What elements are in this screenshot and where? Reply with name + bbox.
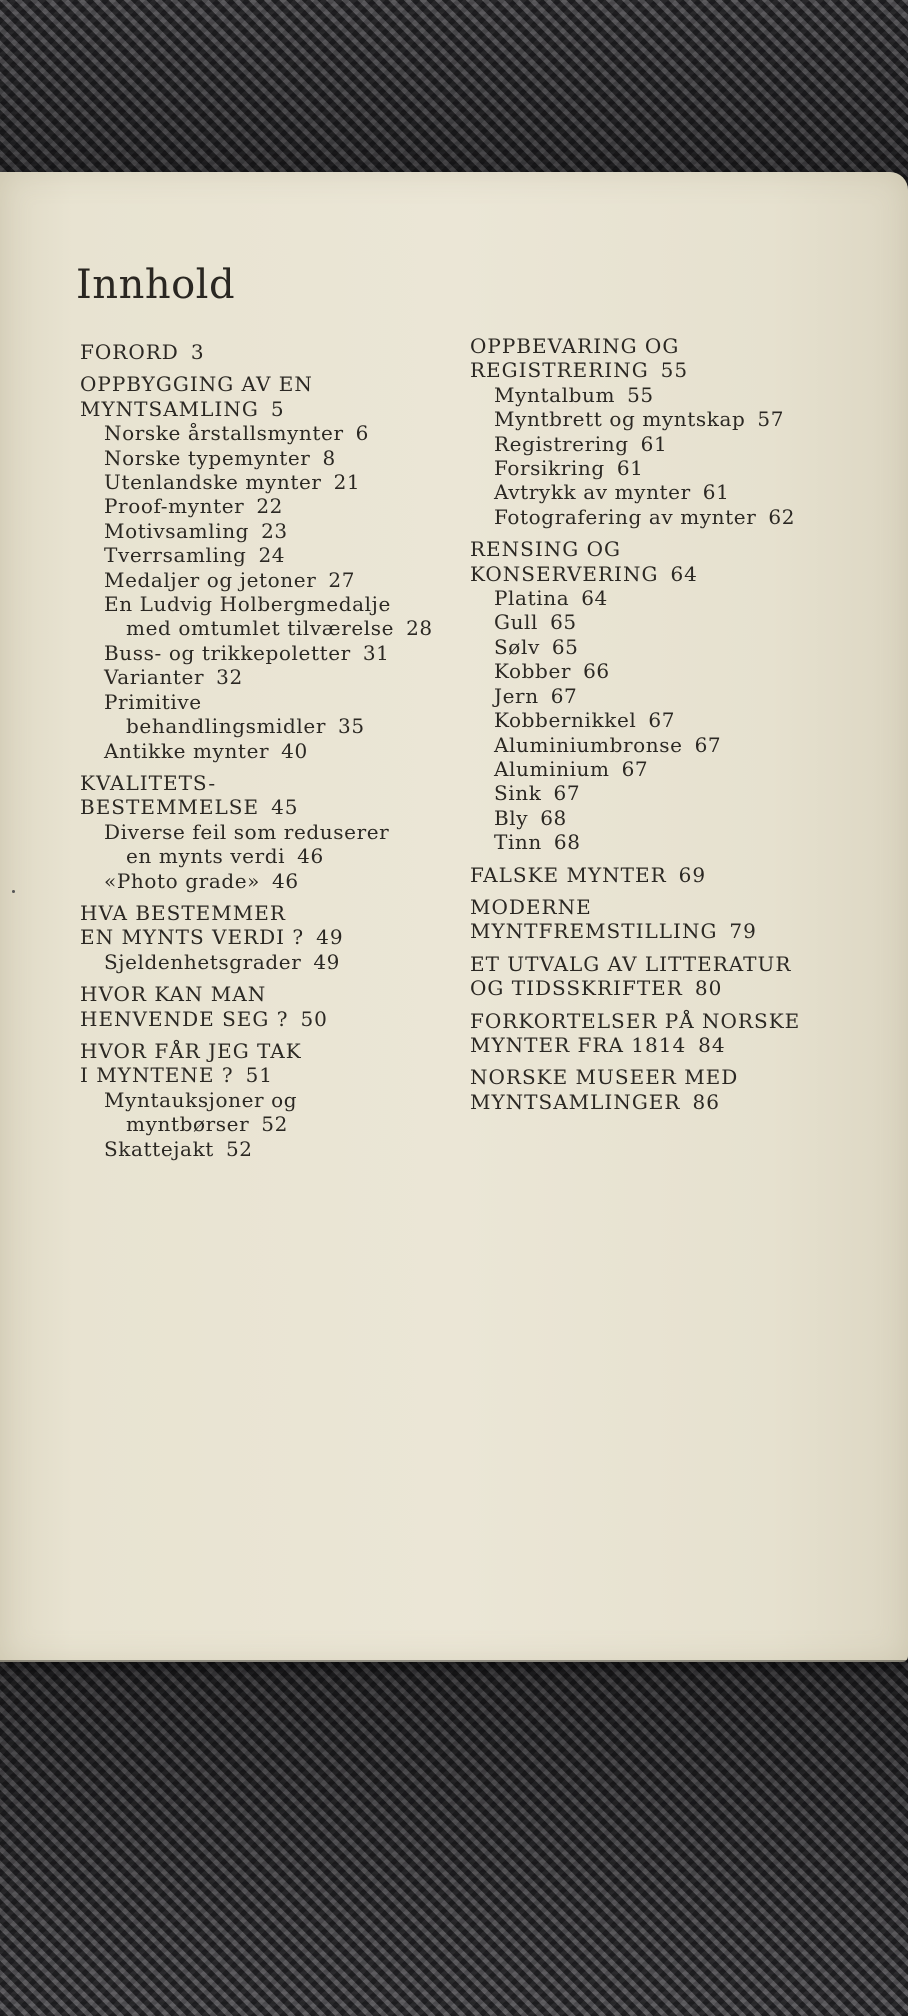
toc-subentry-line (470, 659, 890, 683)
toc-subentry-line (80, 519, 440, 543)
toc-page-number: 65 (550, 610, 577, 635)
toc-page-number: 61 (640, 431, 668, 456)
toc-subentry-text: Platina (494, 586, 570, 611)
toc-subentry-line (470, 806, 890, 830)
toc-subentry-text: Forsikring (494, 456, 605, 481)
toc-page-number: 84 (698, 1032, 726, 1057)
toc-section (470, 334, 890, 529)
toc-heading-line (470, 334, 890, 358)
toc-heading-text: OPPBYGGING AV EN (80, 372, 313, 397)
toc-subentry-text: Myntauksjoner og (104, 1087, 298, 1112)
toc-heading-text: HVA BESTEMMER (80, 900, 286, 925)
toc-page-number: 64 (670, 561, 698, 586)
toc-page-number: 55 (627, 382, 654, 407)
toc-subentry-text: myntbørser (126, 1112, 250, 1137)
toc-heading-line (80, 1039, 440, 1063)
margin-dot (12, 890, 15, 893)
toc-heading-line (80, 771, 440, 795)
toc-subentry-text: Myntalbum (494, 382, 616, 407)
toc-section (80, 1039, 440, 1161)
toc-page-number: 28 (406, 616, 433, 641)
toc-heading-line (470, 537, 890, 561)
toc-subentry-line (80, 739, 440, 763)
toc-heading-text: OG TIDSSKRIFTER (470, 976, 683, 1001)
toc-page-number: 35 (338, 714, 365, 739)
toc-page-number: 65 (551, 634, 579, 659)
toc-subentry-text: En Ludvig Holbergmedalje (104, 592, 391, 617)
toc-subentry-line (80, 950, 440, 974)
toc-heading-text: EN MYNTS VERDI ? (80, 925, 305, 950)
toc-heading-line (470, 976, 890, 1000)
toc-page-number: 51 (245, 1063, 274, 1088)
toc-heading-text: MYNTFREMSTILLING (470, 919, 718, 944)
toc-subentry-line (470, 684, 890, 708)
toc-subentry-line (470, 383, 890, 407)
toc-subentry-text: Norske årstallsmynter (104, 421, 344, 446)
toc-subentry-line (80, 592, 440, 616)
toc-heading-line (470, 1090, 890, 1114)
toc-heading-text: FORORD (80, 340, 179, 364)
toc-heading-line (470, 952, 890, 976)
toc-heading-line (470, 1065, 890, 1089)
toc-page-number: 86 (692, 1089, 720, 1114)
toc-subentry-text: «Photo grade» (104, 868, 261, 893)
toc-page-number: 5 (270, 396, 285, 421)
toc-subentry-text: behandlingsmidler (126, 714, 327, 739)
toc-heading-line (470, 358, 890, 382)
toc-subentry-text: Registrering (494, 431, 629, 456)
toc-heading-text: HVOR KAN MAN (80, 982, 267, 1007)
toc-heading-text: I MYNTENE ? (80, 1063, 234, 1088)
toc-section (470, 1065, 890, 1114)
toc-subentry-line (80, 665, 440, 689)
fabric-background-bottom (0, 1660, 908, 2016)
toc-page-number: 61 (616, 456, 644, 481)
toc-subentry-text: Tverrsamling (104, 543, 247, 568)
toc-section (470, 1009, 890, 1058)
toc-page-number: 52 (261, 1112, 288, 1137)
toc-section (470, 952, 890, 1001)
toc-section (80, 771, 440, 893)
toc-subentry-line (80, 421, 440, 445)
toc-page-number: 64 (581, 586, 608, 611)
toc-subentry-line (470, 407, 890, 431)
toc-page-number: 45 (271, 795, 299, 820)
toc-heading-line (80, 1063, 440, 1087)
toc-subentry-text: Tinn (494, 830, 542, 855)
toc-subentry-line (470, 456, 890, 480)
toc-subentry-line (470, 432, 890, 456)
toc-subentry-text: Diverse feil som reduserer (104, 819, 390, 844)
toc-page-number: 57 (757, 407, 785, 432)
toc-subentry-line (80, 1088, 440, 1112)
toc-subentry-text: Antikke mynter (104, 738, 270, 763)
toc-heading-text: MYNTER FRA 1814 (470, 1032, 687, 1057)
toc-page-number: 67 (621, 756, 649, 781)
toc-page-number: 80 (694, 976, 723, 1001)
toc-heading-line (80, 795, 440, 819)
toc-subentry-text: Buss- og trikkepoletter (104, 640, 351, 665)
toc-page-number: 46 (272, 868, 299, 893)
toc-heading-text: NORSKE MUSEER MED (470, 1065, 739, 1090)
toc-section (470, 863, 890, 887)
toc-heading-text: RENSING OG (470, 537, 621, 562)
toc-subentry-text: Primitive (104, 689, 202, 714)
toc-page-number: 69 (678, 862, 707, 887)
toc-heading-text: FORKORTELSER PÅ NORSKE (470, 1008, 801, 1033)
toc-subentry-line (80, 494, 440, 518)
toc-section (470, 537, 890, 854)
toc-heading-text: MODERNE (470, 894, 592, 919)
toc-section (80, 340, 440, 364)
toc-subentry-line (470, 830, 890, 854)
toc-subentry-line (80, 446, 440, 470)
toc-section (470, 895, 890, 944)
toc-heading-text: FALSKE MYNTER (470, 862, 667, 887)
toc-heading-line (470, 895, 890, 919)
toc-subentry-line (80, 690, 440, 714)
toc-page-number: 52 (225, 1136, 253, 1161)
toc-page-number: 6 (355, 421, 369, 446)
toc-subentry-text: Motivsamling (104, 518, 250, 543)
toc-heading-line (470, 1033, 890, 1057)
toc-subentry-line (80, 1137, 440, 1161)
toc-subentry-line (80, 820, 440, 844)
toc-right-column (470, 334, 890, 1122)
toc-page-number: 22 (256, 494, 283, 519)
toc-heading-line (80, 1007, 440, 1031)
toc-heading-line (80, 982, 440, 1006)
toc-subentry-text: Bly (494, 805, 529, 830)
toc-section (80, 901, 440, 974)
toc-subentry-text: Kobber (494, 659, 572, 684)
toc-heading-line (80, 340, 440, 364)
toc-page-number: 24 (258, 543, 286, 568)
toc-subentry-text: Varianter (104, 665, 205, 690)
toc-heading-text: KVALITETS- (80, 770, 217, 795)
toc-page-number: 67 (550, 683, 578, 708)
toc-subentry-text: Norske typemynter (104, 445, 311, 470)
toc-page-number: 68 (553, 830, 581, 855)
toc-page-number: 79 (729, 919, 757, 944)
toc-heading-line (470, 562, 890, 586)
toc-subentry-line (80, 568, 440, 592)
toc-page-number: 68 (540, 805, 567, 830)
toc-subentry-text: en mynts verdi (126, 844, 286, 869)
toc-subentry-line (470, 708, 890, 732)
toc-page-number: 67 (694, 732, 722, 757)
toc-heading-text: KONSERVERING (470, 561, 659, 586)
toc-heading-text: ET UTVALG AV LITTERATUR (470, 951, 792, 976)
toc-subentry-line (470, 733, 890, 757)
toc-page-number: 66 (583, 659, 610, 684)
toc-subentry-line (470, 586, 890, 610)
toc-heading-text: HENVENDE SEG ? (80, 1006, 289, 1031)
toc-page-number: 40 (281, 738, 308, 763)
toc-section (80, 982, 440, 1031)
toc-heading-text: HVOR FÅR JEG TAK (80, 1038, 302, 1063)
toc-subentry-line (80, 714, 440, 738)
toc-subentry-line (470, 757, 890, 781)
toc-subentry-text: Gull (494, 610, 539, 635)
toc-page-number: 8 (322, 445, 336, 470)
fabric-background-top (0, 0, 908, 190)
toc-subentry-text: med omtumlet tilværelse (126, 616, 395, 641)
toc-page-number: 46 (297, 844, 324, 869)
toc-subentry-line (470, 781, 890, 805)
toc-section (80, 372, 440, 763)
toc-subentry-text: Aluminiumbronse (494, 732, 683, 757)
toc-subentry-line (470, 610, 890, 634)
toc-subentry-line (80, 470, 440, 494)
toc-subentry-text: Sølv (494, 634, 540, 659)
book-page (0, 172, 908, 1662)
toc-subentry-text: Jern (494, 683, 539, 708)
toc-subentry-text: Avtrykk av mynter (494, 480, 691, 505)
toc-heading-line (80, 925, 440, 949)
toc-heading-line (80, 397, 440, 421)
toc-subentry-line (80, 1112, 440, 1136)
toc-heading-line (470, 919, 890, 943)
page-title: Innhold (76, 262, 236, 308)
toc-subentry-line (80, 616, 440, 640)
toc-page-number: 27 (328, 567, 356, 592)
toc-page-number: 62 (768, 504, 796, 529)
toc-subentry-line (470, 635, 890, 659)
toc-page-number: 67 (553, 781, 581, 806)
toc-subentry-line (80, 641, 440, 665)
toc-page-number: 31 (362, 640, 390, 665)
toc-heading-line (470, 1009, 890, 1033)
toc-page-number: 49 (313, 949, 341, 974)
toc-subentry-text: Skattejakt (104, 1136, 214, 1161)
toc-subentry-text: Sjeldenhetsgrader (104, 949, 302, 974)
toc-page-number: 3 (190, 340, 205, 364)
toc-left-column (80, 340, 440, 1169)
toc-subentry-line (470, 480, 890, 504)
toc-heading-text: REGISTRERING (470, 358, 649, 383)
toc-subentry-text: Sink (494, 781, 542, 806)
toc-page-number: 50 (300, 1006, 328, 1031)
toc-heading-text: OPPBEVARING OG (470, 334, 680, 358)
toc-heading-text: BESTEMMELSE (80, 795, 260, 820)
toc-subentry-line (80, 543, 440, 567)
toc-heading-text: MYNTSAMLING (80, 396, 259, 421)
toc-page-number: 67 (648, 708, 676, 733)
toc-page-number: 21 (333, 470, 361, 495)
toc-subentry-text: Medaljer og jetoner (104, 567, 317, 592)
toc-page-number: 61 (702, 480, 730, 505)
toc-heading-line (470, 863, 890, 887)
toc-page-number: 23 (261, 518, 288, 543)
toc-page-number: 55 (660, 358, 689, 383)
toc-subentry-line (80, 844, 440, 868)
toc-subentry-line (80, 869, 440, 893)
toc-subentry-text: Fotografering av mynter (494, 504, 757, 529)
toc-page-number: 32 (216, 665, 243, 690)
toc-heading-text: MYNTSAMLINGER (470, 1089, 681, 1114)
toc-subentry-text: Kobbernikkel (494, 708, 637, 733)
toc-page-number: 49 (316, 925, 344, 950)
toc-heading-line (80, 372, 440, 396)
toc-subentry-line (470, 505, 890, 529)
toc-subentry-text: Utenlandske mynter (104, 470, 322, 495)
toc-subentry-text: Aluminium (494, 756, 610, 781)
toc-heading-line (80, 901, 440, 925)
toc-subentry-text: Myntbrett og myntskap (494, 407, 746, 432)
toc-subentry-text: Proof-mynter (104, 494, 245, 519)
